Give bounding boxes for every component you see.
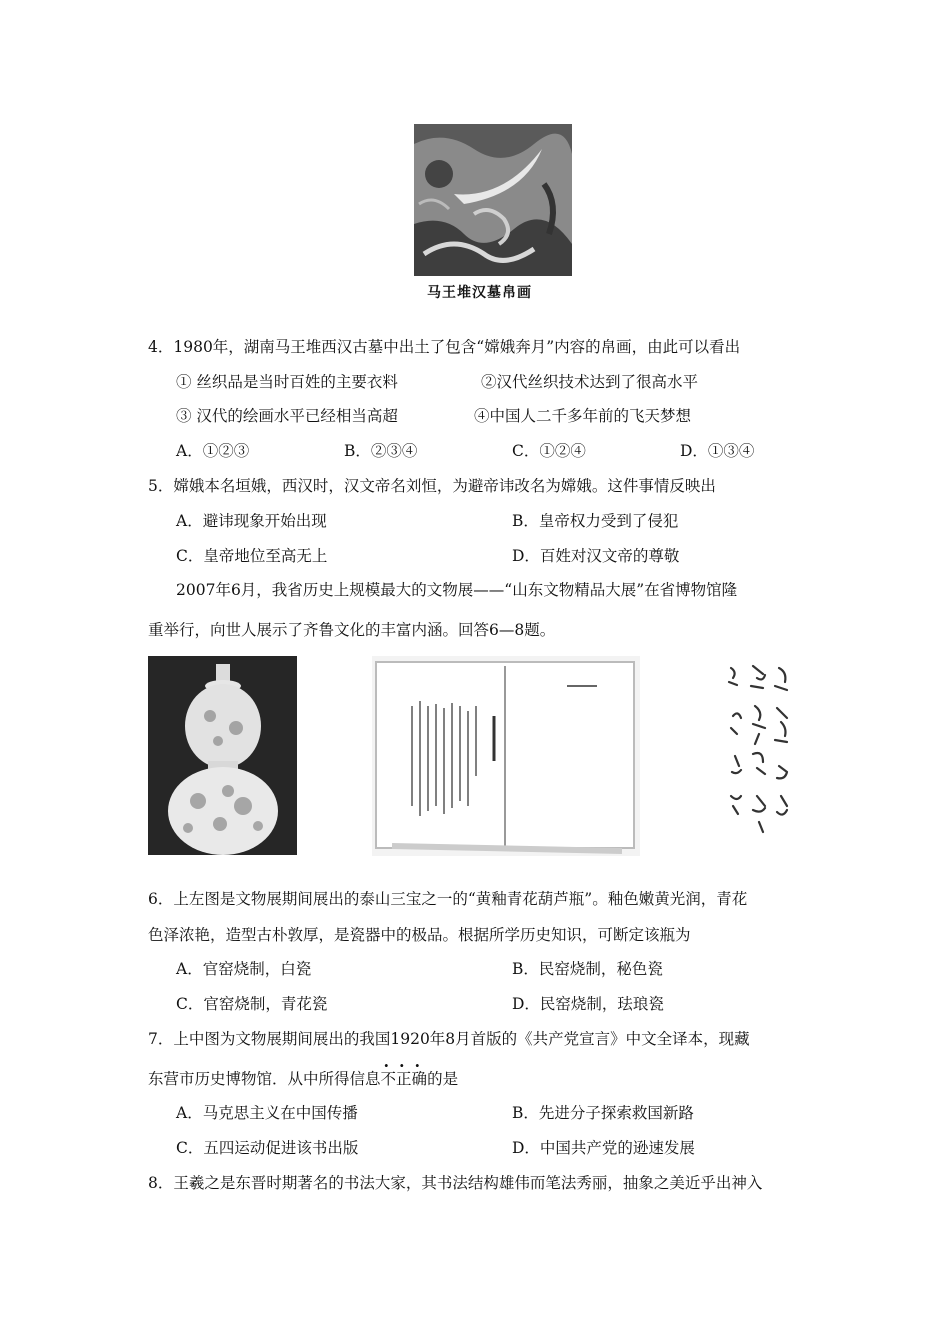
manifesto-book-image [372,656,640,856]
q4-option-d: D．①③④ [680,442,755,460]
q5-option-d: D．百姓对汉文帝的尊敬 [512,547,680,565]
q4-option-b: B．②③④ [344,442,418,460]
calligraphy-icon [723,656,805,856]
q5-option-b: B．皇帝权力受到了侵犯 [512,512,679,530]
silk-painting-icon [414,124,572,276]
q4-option-c: C．①②④ [512,442,586,460]
emphasis-char-2: 正 [396,1070,412,1088]
q7-line-1: 7．上中图为文物展期间展出的我国1920年8月首版的《共产党宣言》中文全译本，现藏 [148,1030,750,1048]
figure-caption: 马王堆汉墓帛画 [427,285,532,301]
q4-option-a: A．①②③ [176,442,250,460]
intro-line-2: 重举行，向世人展示了齐鲁文化的丰富内涵。回答6—8题。 [148,621,556,639]
emphasis-char-1: 不 [380,1070,397,1088]
gourd-vase-image [148,656,297,855]
q7-option-c: C．五四运动促进该书出版 [176,1139,359,1157]
q5-option-a: A．避讳现象开始出现 [176,512,327,530]
q4-stem: 4．1980年，湖南马王堆西汉古墓中出土了包含“嫦娥奔月”内容的帛画，由此可以看出 [148,338,741,356]
silk-painting-image [414,124,572,276]
q6-option-c: C．官窑烧制，青花瓷 [176,995,328,1013]
q7-line-2-prefix: 东营市历史博物馆．从中所得信息 [148,1070,381,1088]
gourd-vase-icon [148,656,297,855]
q7-option-d: D．中国共产党的逊速发展 [512,1139,695,1157]
q4-statement-2: ②汉代丝织技术达到了很高水平 [481,373,699,391]
q6-option-b: B．民窑烧制，秘色瓷 [512,960,663,978]
q6-line-1: 6．上左图是文物展期间展出的泰山三宝之一的“黄釉青花葫芦瓶”。釉色嫩黄光润，青花 [148,890,748,908]
q7-option-b: B．先进分子探索救国新路 [512,1104,694,1122]
q4-statement-1: ① 丝织品是当时百姓的主要衣料 [176,373,398,391]
q7-line-2 [148,1069,458,1089]
q7-option-a: A．马克思主义在中国传播 [176,1104,358,1122]
intro-line-1: 2007年6月，我省历史上规模最大的文物展——“山东文物精品大展”在省博物馆隆 [176,581,738,599]
q6-line-2: 色泽浓艳，造型古朴敦厚，是瓷器中的极品。根据所学历史知识，可断定该瓶为 [148,926,691,944]
calligraphy-image [723,656,805,856]
q4-statement-3: ③ 汉代的绘画水平已经相当高超 [176,407,398,425]
q5-option-c: C．皇帝地位至高无上 [176,547,328,565]
q6-option-d: D．民窑烧制，珐琅瓷 [512,995,664,1013]
q8-line-1: 8．王羲之是东晋时期著名的书法大家，其书法结构雄伟而笔法秀丽，抽象之美近乎出神入 [148,1174,763,1192]
q5-stem: 5．嫦娥本名垣娥，西汉时，汉文帝名刘恒，为避帝讳改名为嫦娥。这件事情反映出 [148,477,716,495]
open-book-icon [372,656,640,856]
q6-option-a: A．官窑烧制，白瓷 [176,960,312,978]
q7-line-2-suffix: 的是 [427,1070,459,1088]
q4-statement-4: ④中国人二千多年前的飞天梦想 [474,407,692,425]
emphasis-char-3: 确 [411,1070,428,1088]
